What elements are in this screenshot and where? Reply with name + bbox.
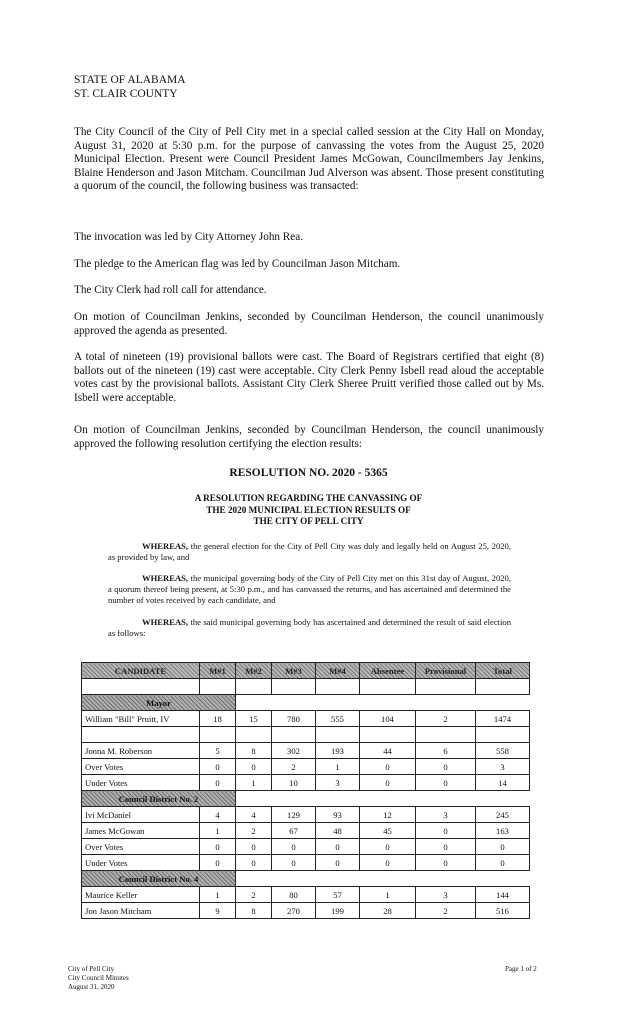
table-cell: 558 <box>476 743 530 759</box>
table-cell: 3 <box>416 807 476 823</box>
table-cell: 0 <box>272 839 316 855</box>
table-cell: 245 <box>476 807 530 823</box>
table-row <box>82 887 530 903</box>
whereas-clause-3 <box>108 617 511 639</box>
table-cell: 1 <box>200 887 236 903</box>
table-cell: 129 <box>272 807 316 823</box>
table-cell: 0 <box>200 839 236 855</box>
invocation-paragraph <box>74 231 544 245</box>
whereas-clause-2 <box>108 573 511 606</box>
paragraph: The invocation was led by City Attorney John Rea. <box>74 231 303 243</box>
candidate-name: Jon Jason Mitcham <box>82 903 200 919</box>
agenda-paragraph <box>74 311 544 338</box>
table-cell: 0 <box>416 839 476 855</box>
table-cell: 8 <box>236 743 272 759</box>
resolution-subtitle-line: THE CITY OF PELL CITY <box>253 516 364 526</box>
section-title: Council District No. 2 <box>82 791 236 807</box>
table-cell: 0 <box>236 759 272 775</box>
footer-line: City Council Minutes <box>68 974 129 982</box>
section-title: Council District No. 4 <box>82 871 236 887</box>
spacer-row <box>82 679 530 695</box>
candidate-name: Under Votes <box>82 775 200 791</box>
whereas-word: WHEREAS, <box>142 617 189 627</box>
whereas-text: the general election for the City of Pell City was duly and legally held on August 25, 2020, as provided by law, and <box>108 541 511 562</box>
table-cell: 516 <box>476 903 530 919</box>
table-cell: 555 <box>316 711 360 727</box>
table-cell: 270 <box>272 903 316 919</box>
footer-line: August 31, 2020 <box>68 983 115 991</box>
table-cell: 144 <box>476 887 530 903</box>
table-cell: 0 <box>416 775 476 791</box>
table-cell: 0 <box>236 855 272 871</box>
paragraph: The City Council of the City of Pell City met in a special called session at the City Hall on Monday, August 31, 2020 at 5:30 p.m. for the purpose of canvassing the votes from the August 25, 2020 Municipal Election. Present were Council President James McGowan, Councilmembers Jay Jenkins, Blaine Henderson and Jason Mitcham. Councilman Jud Alverson was absent. Those present constituting a quorum of the council, the following business was transacted: <box>74 126 544 193</box>
paragraph: A total of nineteen (19) provisional ballots were cast. The Board of Registrars certified that eight (8) ballots out of the nineteen (19) cast were acceptable. City Clerk Penny Isbell read aloud the acceptable votes cast by the provisional ballots. Assistant City Clerk Sheree Pruitt verified those called out by Ms. Isbell were acceptable. <box>74 351 544 404</box>
table-cell: 3 <box>476 759 530 775</box>
table-cell: 3 <box>416 887 476 903</box>
document-header <box>74 73 186 101</box>
table-cell: 10 <box>272 775 316 791</box>
table-cell: 4 <box>200 807 236 823</box>
table-row <box>82 903 530 919</box>
table-cell: 15 <box>236 711 272 727</box>
provisional-paragraph <box>74 351 544 405</box>
table-cell: 0 <box>200 775 236 791</box>
resolution-subtitle-line: A RESOLUTION REGARDING THE CANVASSING OF <box>194 493 423 503</box>
table-cell: 0 <box>200 759 236 775</box>
table-cell: 0 <box>476 855 530 871</box>
table-cell: 1 <box>316 759 360 775</box>
table-cell: 302 <box>272 743 316 759</box>
table-row <box>82 759 530 775</box>
spacer-row <box>82 727 530 743</box>
table-cell: 1 <box>360 887 416 903</box>
candidate-name: William "Bill" Pruitt, IV <box>82 711 200 727</box>
table-header-row <box>82 663 530 679</box>
table-cell: 104 <box>360 711 416 727</box>
resolution-title: RESOLUTION NO. 2020 - 5365 <box>229 467 388 479</box>
table-row <box>82 711 530 727</box>
column-header: M#2 <box>236 663 272 679</box>
table-cell: 67 <box>272 823 316 839</box>
table-cell: 0 <box>416 855 476 871</box>
table-cell: 2 <box>416 711 476 727</box>
table-cell: 0 <box>360 839 416 855</box>
table-cell: 44 <box>360 743 416 759</box>
whereas-word: WHEREAS, <box>142 541 189 551</box>
candidate-name: Under Votes <box>82 855 200 871</box>
column-header: Absentee <box>360 663 416 679</box>
table-cell: 0 <box>236 839 272 855</box>
table-cell: 80 <box>272 887 316 903</box>
candidate-name: Over Votes <box>82 839 200 855</box>
table-cell: 3 <box>316 775 360 791</box>
section-row <box>82 791 530 807</box>
table-row <box>82 807 530 823</box>
table-cell: 0 <box>200 855 236 871</box>
table-cell: 6 <box>416 743 476 759</box>
table-cell: 0 <box>360 775 416 791</box>
table-cell: 8 <box>236 903 272 919</box>
election-results-table <box>81 662 530 919</box>
county-line: ST. CLAIR COUNTY <box>74 88 178 100</box>
table-cell: 5 <box>200 743 236 759</box>
intro-paragraph <box>74 126 544 194</box>
column-header: M#1 <box>200 663 236 679</box>
table-cell: 9 <box>200 903 236 919</box>
table-cell: 2 <box>272 759 316 775</box>
table-row <box>82 823 530 839</box>
resolution-subtitle-line: THE 2020 MUNICIPAL ELECTION RESULTS OF <box>206 504 411 515</box>
table-row <box>82 855 530 871</box>
candidate-name: Maurice Keller <box>82 887 200 903</box>
table-cell: 48 <box>316 823 360 839</box>
table-cell: 2 <box>236 823 272 839</box>
paragraph: On motion of Councilman Jenkins, seconded by Councilman Henderson, the council unanimously approved the following resolution certifying the election results: <box>74 424 544 450</box>
table-cell: 28 <box>360 903 416 919</box>
column-header: Total <box>476 663 530 679</box>
state-line: STATE OF ALABAMA <box>74 74 186 86</box>
table-cell: 93 <box>316 807 360 823</box>
table-cell: 0 <box>272 855 316 871</box>
table-cell: 1 <box>200 823 236 839</box>
table-cell: 0 <box>316 839 360 855</box>
table-cell: 0 <box>360 855 416 871</box>
table-cell: 0 <box>416 759 476 775</box>
column-header: M#4 <box>316 663 360 679</box>
paragraph: The pledge to the American flag was led by Councilman Jason Mitcham. <box>74 258 401 270</box>
resolution-subtitle <box>0 493 617 528</box>
table-cell: 199 <box>316 903 360 919</box>
table-cell: 0 <box>416 823 476 839</box>
candidate-name: Over Votes <box>82 759 200 775</box>
motion-paragraph <box>74 424 544 451</box>
page-number: Page 1 of 2 <box>505 965 537 973</box>
table-row <box>82 775 530 791</box>
table-cell: 0 <box>316 855 360 871</box>
column-header: CANDIDATE <box>82 663 200 679</box>
table-row <box>82 839 530 855</box>
footer-line: City of Pell City <box>68 965 115 973</box>
pledge-paragraph <box>74 258 544 272</box>
table-cell: 4 <box>236 807 272 823</box>
table-cell: 0 <box>476 839 530 855</box>
paragraph: On motion of Councilman Jenkins, seconded by Councilman Henderson, the council unanimously approved the agenda as presented. <box>74 311 544 337</box>
table-cell: 1474 <box>476 711 530 727</box>
candidate-name: Jonna M. Roberson <box>82 743 200 759</box>
whereas-text: the municipal governing body of the City of Pell City met on this 31st day of August, 2020, a quorum thereof being present, at 5:30 p.m., and has canvassed the returns, and has ascertained and determined the number of votes received by each candidate, and <box>108 573 511 605</box>
table-cell: 163 <box>476 823 530 839</box>
table-cell: 12 <box>360 807 416 823</box>
table-row <box>82 743 530 759</box>
whereas-word: WHEREAS, <box>142 573 189 583</box>
table-cell: 193 <box>316 743 360 759</box>
paragraph: The City Clerk had roll call for attendance. <box>74 284 267 296</box>
table-cell: 14 <box>476 775 530 791</box>
section-row <box>82 695 530 711</box>
table-cell: 2 <box>236 887 272 903</box>
table-cell: 45 <box>360 823 416 839</box>
candidate-name: Ivi McDaniel <box>82 807 200 823</box>
table-cell: 0 <box>360 759 416 775</box>
table-cell: 2 <box>416 903 476 919</box>
candidate-name: James McGowan <box>82 823 200 839</box>
section-row <box>82 871 530 887</box>
table-cell: 1 <box>236 775 272 791</box>
table-cell: 18 <box>200 711 236 727</box>
table-cell: 57 <box>316 887 360 903</box>
table-cell: 780 <box>272 711 316 727</box>
column-header: M#3 <box>272 663 316 679</box>
whereas-clause-1 <box>108 541 511 563</box>
rollcall-paragraph <box>74 284 544 298</box>
footer-info <box>68 965 129 992</box>
column-header: Provisional <box>416 663 476 679</box>
section-title: Mayor <box>82 695 236 711</box>
whereas-text: the said municipal governing body has ascertained and determined the result of said election as follows: <box>108 617 511 638</box>
